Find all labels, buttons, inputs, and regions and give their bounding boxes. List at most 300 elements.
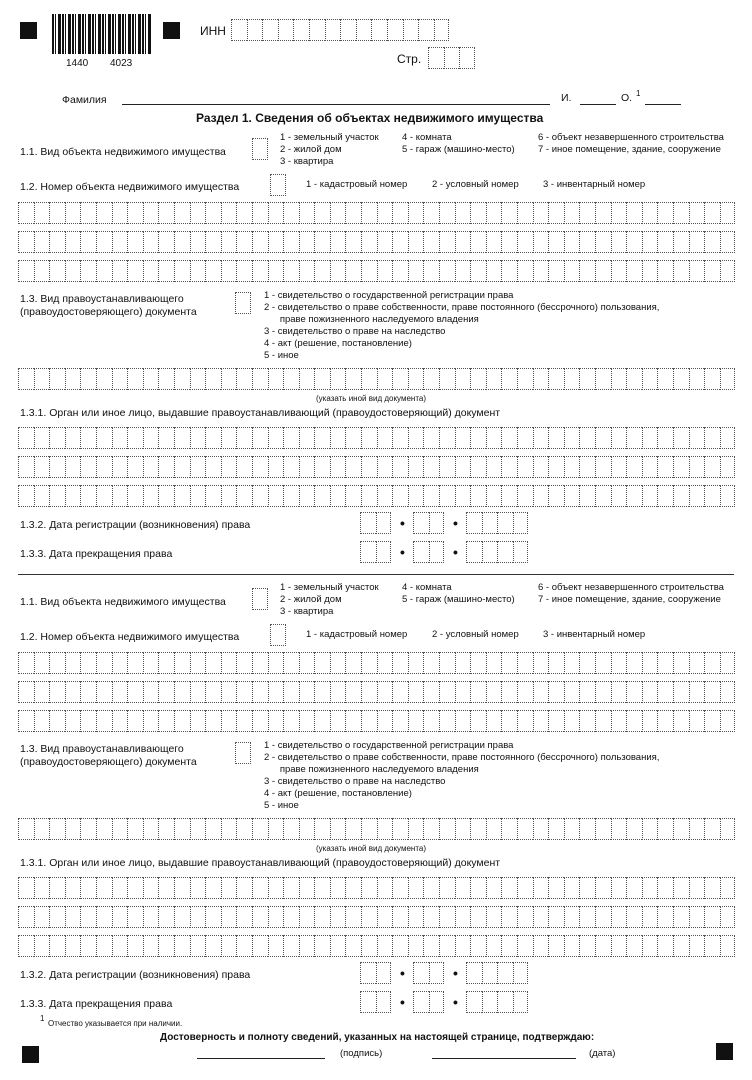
input-cell[interactable]	[657, 427, 673, 449]
input-cell[interactable]	[252, 427, 268, 449]
input-cell[interactable]	[34, 818, 50, 840]
input-cell[interactable]	[642, 935, 658, 957]
input-cell[interactable]	[517, 681, 533, 703]
input-cell[interactable]	[174, 260, 190, 282]
input-cell[interactable]	[283, 935, 299, 957]
input-cell[interactable]	[345, 427, 361, 449]
input-cell[interactable]	[595, 202, 611, 224]
f132-year[interactable]	[466, 962, 528, 984]
input-cell[interactable]	[470, 906, 486, 928]
input-cell[interactable]	[392, 652, 408, 674]
input-cell[interactable]	[205, 681, 221, 703]
input-cell[interactable]	[330, 906, 346, 928]
f13-field[interactable]	[235, 292, 251, 314]
input-cell[interactable]	[96, 202, 112, 224]
input-cell[interactable]	[268, 231, 284, 253]
input-cell[interactable]	[579, 260, 595, 282]
input-cell[interactable]	[268, 818, 284, 840]
input-cell[interactable]	[611, 818, 627, 840]
input-cell[interactable]	[18, 652, 34, 674]
input-cell[interactable]	[190, 202, 206, 224]
input-cell[interactable]	[689, 906, 705, 928]
input-cell[interactable]	[34, 231, 50, 253]
input-cell[interactable]	[345, 260, 361, 282]
input-cell[interactable]	[236, 877, 252, 899]
input-cell[interactable]	[501, 368, 517, 390]
input-cell[interactable]	[345, 877, 361, 899]
input-cell[interactable]	[80, 906, 96, 928]
input-cell[interactable]	[190, 368, 206, 390]
f131-row[interactable]	[18, 935, 735, 957]
input-cell[interactable]	[642, 877, 658, 899]
input-cell[interactable]	[673, 710, 689, 732]
input-cell[interactable]	[486, 935, 502, 957]
input-cell[interactable]	[330, 231, 346, 253]
input-cell[interactable]	[408, 260, 424, 282]
input-cell[interactable]	[642, 652, 658, 674]
input-cell[interactable]	[236, 652, 252, 674]
input-cell[interactable]	[501, 935, 517, 957]
input-cell[interactable]	[361, 202, 377, 224]
input-cell[interactable]	[49, 368, 65, 390]
input-cell[interactable]	[657, 368, 673, 390]
input-cell[interactable]	[112, 427, 128, 449]
input-cell[interactable]	[18, 710, 34, 732]
input-cell[interactable]	[112, 906, 128, 928]
input-cell[interactable]	[283, 681, 299, 703]
input-cell[interactable]	[221, 710, 237, 732]
input-cell[interactable]	[330, 202, 346, 224]
input-cell[interactable]	[408, 368, 424, 390]
input-cell[interactable]	[657, 260, 673, 282]
input-cell[interactable]	[657, 906, 673, 928]
input-cell[interactable]	[642, 427, 658, 449]
input-cell[interactable]	[704, 368, 720, 390]
input-cell[interactable]	[80, 427, 96, 449]
input-cell[interactable]	[361, 231, 377, 253]
input-cell[interactable]	[34, 935, 50, 957]
input-cell[interactable]	[377, 681, 393, 703]
input-cell[interactable]	[377, 652, 393, 674]
date-line[interactable]	[432, 1058, 576, 1059]
input-cell[interactable]	[252, 877, 268, 899]
input-cell[interactable]	[423, 906, 439, 928]
input-cell[interactable]	[65, 202, 81, 224]
input-cell[interactable]	[392, 368, 408, 390]
input-cell[interactable]	[470, 231, 486, 253]
input-cell[interactable]	[221, 906, 237, 928]
input-cell[interactable]	[205, 231, 221, 253]
input-cell[interactable]	[221, 427, 237, 449]
input-cell[interactable]	[65, 935, 81, 957]
input-cell[interactable]	[626, 260, 642, 282]
input-cell[interactable]	[413, 991, 429, 1013]
input-cell[interactable]	[673, 652, 689, 674]
input-cell[interactable]	[49, 231, 65, 253]
input-cell[interactable]	[299, 231, 315, 253]
input-cell[interactable]	[657, 935, 673, 957]
input-cell[interactable]	[283, 368, 299, 390]
input-cell[interactable]	[611, 681, 627, 703]
input-cell[interactable]	[127, 427, 143, 449]
input-cell[interactable]	[579, 710, 595, 732]
input-cell[interactable]	[205, 818, 221, 840]
input-cell[interactable]	[314, 231, 330, 253]
input-cell[interactable]	[96, 935, 112, 957]
input-cell[interactable]	[579, 652, 595, 674]
input-cell[interactable]	[548, 681, 564, 703]
input-cell[interactable]	[299, 877, 315, 899]
input-cell[interactable]	[439, 427, 455, 449]
input-cell[interactable]	[174, 935, 190, 957]
input-cell[interactable]	[642, 231, 658, 253]
input-cell[interactable]	[548, 935, 564, 957]
input-cell[interactable]	[80, 652, 96, 674]
input-cell[interactable]	[439, 652, 455, 674]
input-cell[interactable]	[626, 427, 642, 449]
input-cell[interactable]	[190, 935, 206, 957]
input-cell[interactable]	[548, 818, 564, 840]
input-cell[interactable]	[673, 231, 689, 253]
input-cell[interactable]	[423, 202, 439, 224]
input-cell[interactable]	[65, 877, 81, 899]
input-cell[interactable]	[345, 368, 361, 390]
input-cell[interactable]	[579, 202, 595, 224]
input-cell[interactable]	[377, 935, 393, 957]
input-cell[interactable]	[423, 368, 439, 390]
input-cell[interactable]	[127, 681, 143, 703]
input-cell[interactable]	[158, 710, 174, 732]
input-cell[interactable]	[704, 906, 720, 928]
input-cell[interactable]	[314, 652, 330, 674]
f131-row[interactable]	[18, 427, 735, 449]
input-cell[interactable]	[626, 368, 642, 390]
input-cell[interactable]	[158, 260, 174, 282]
input-cell[interactable]	[174, 231, 190, 253]
input-cell[interactable]	[470, 427, 486, 449]
input-cell[interactable]	[143, 710, 159, 732]
input-cell[interactable]	[439, 818, 455, 840]
input-cell[interactable]	[235, 742, 251, 764]
input-cell[interactable]	[501, 231, 517, 253]
input-cell[interactable]	[143, 427, 159, 449]
input-cell[interactable]	[283, 906, 299, 928]
input-cell[interactable]	[704, 681, 720, 703]
input-cell[interactable]	[377, 877, 393, 899]
input-cell[interactable]	[642, 368, 658, 390]
input-cell[interactable]	[501, 427, 517, 449]
input-cell[interactable]	[704, 818, 720, 840]
input-cell[interactable]	[579, 231, 595, 253]
input-cell[interactable]	[205, 906, 221, 928]
input-cell[interactable]	[221, 368, 237, 390]
input-cell[interactable]	[611, 710, 627, 732]
input-cell[interactable]	[65, 427, 81, 449]
input-cell[interactable]	[18, 202, 34, 224]
input-cell[interactable]	[501, 681, 517, 703]
input-cell[interactable]	[517, 260, 533, 282]
input-cell[interactable]	[455, 202, 471, 224]
input-cell[interactable]	[470, 877, 486, 899]
input-cell[interactable]	[689, 427, 705, 449]
input-cell[interactable]	[236, 368, 252, 390]
input-cell[interactable]	[283, 818, 299, 840]
input-cell[interactable]	[252, 202, 268, 224]
input-cell[interactable]	[704, 260, 720, 282]
input-cell[interactable]	[174, 652, 190, 674]
input-cell[interactable]	[112, 231, 128, 253]
input-cell[interactable]	[689, 935, 705, 957]
input-cell[interactable]	[439, 877, 455, 899]
input-cell[interactable]	[49, 652, 65, 674]
input-cell[interactable]	[517, 202, 533, 224]
input-cell[interactable]	[127, 202, 143, 224]
input-cell[interactable]	[720, 906, 736, 928]
input-cell[interactable]	[127, 710, 143, 732]
input-cell[interactable]	[673, 906, 689, 928]
input-cell[interactable]	[626, 652, 642, 674]
input-cell[interactable]	[595, 710, 611, 732]
f12-number-row[interactable]	[18, 710, 735, 732]
input-cell[interactable]	[174, 427, 190, 449]
input-cell[interactable]	[611, 368, 627, 390]
input-cell[interactable]	[517, 427, 533, 449]
input-cell[interactable]	[423, 710, 439, 732]
input-cell[interactable]	[65, 368, 81, 390]
input-cell[interactable]	[466, 962, 482, 984]
input-cell[interactable]	[34, 710, 50, 732]
input-cell[interactable]	[205, 202, 221, 224]
input-cell[interactable]	[626, 231, 642, 253]
input-cell[interactable]	[34, 260, 50, 282]
input-cell[interactable]	[673, 818, 689, 840]
input-cell[interactable]	[497, 962, 513, 984]
input-cell[interactable]	[423, 818, 439, 840]
input-cell[interactable]	[455, 681, 471, 703]
input-cell[interactable]	[611, 652, 627, 674]
input-cell[interactable]	[158, 935, 174, 957]
input-cell[interactable]	[158, 368, 174, 390]
input-cell[interactable]	[548, 710, 564, 732]
input-cell[interactable]	[236, 935, 252, 957]
input-cell[interactable]	[408, 906, 424, 928]
input-cell[interactable]	[49, 877, 65, 899]
input-cell[interactable]	[423, 935, 439, 957]
input-cell[interactable]	[252, 818, 268, 840]
input-cell[interactable]	[236, 202, 252, 224]
input-cell[interactable]	[283, 652, 299, 674]
input-cell[interactable]	[533, 877, 549, 899]
input-cell[interactable]	[65, 906, 81, 928]
input-cell[interactable]	[283, 231, 299, 253]
input-cell[interactable]	[34, 681, 50, 703]
input-cell[interactable]	[377, 368, 393, 390]
input-cell[interactable]	[501, 818, 517, 840]
input-cell[interactable]	[18, 818, 34, 840]
input-cell[interactable]	[190, 231, 206, 253]
input-cell[interactable]	[720, 368, 736, 390]
input-cell[interactable]	[408, 231, 424, 253]
input-cell[interactable]	[268, 368, 284, 390]
f12-field[interactable]	[270, 624, 286, 646]
input-cell[interactable]	[408, 681, 424, 703]
input-cell[interactable]	[174, 202, 190, 224]
input-cell[interactable]	[236, 681, 252, 703]
input-cell[interactable]	[236, 906, 252, 928]
input-cell[interactable]	[564, 906, 580, 928]
input-cell[interactable]	[270, 624, 286, 646]
input-cell[interactable]	[564, 260, 580, 282]
input-cell[interactable]	[112, 202, 128, 224]
input-cell[interactable]	[221, 818, 237, 840]
input-cell[interactable]	[112, 368, 128, 390]
input-cell[interactable]	[236, 710, 252, 732]
f12-number-row[interactable]	[18, 652, 735, 674]
input-cell[interactable]	[470, 368, 486, 390]
input-cell[interactable]	[143, 681, 159, 703]
input-cell[interactable]	[65, 818, 81, 840]
input-cell[interactable]	[517, 231, 533, 253]
input-cell[interactable]	[517, 906, 533, 928]
input-cell[interactable]	[689, 260, 705, 282]
input-cell[interactable]	[65, 260, 81, 282]
input-cell[interactable]	[720, 260, 736, 282]
input-cell[interactable]	[455, 652, 471, 674]
input-cell[interactable]	[501, 906, 517, 928]
input-cell[interactable]	[689, 818, 705, 840]
input-cell[interactable]	[579, 906, 595, 928]
input-cell[interactable]	[564, 202, 580, 224]
input-cell[interactable]	[439, 681, 455, 703]
input-cell[interactable]	[221, 681, 237, 703]
input-cell[interactable]	[96, 906, 112, 928]
input-cell[interactable]	[314, 681, 330, 703]
input-cell[interactable]	[517, 368, 533, 390]
input-cell[interactable]	[423, 681, 439, 703]
input-cell[interactable]	[299, 681, 315, 703]
input-cell[interactable]	[299, 906, 315, 928]
input-cell[interactable]	[579, 681, 595, 703]
input-cell[interactable]	[18, 935, 34, 957]
input-cell[interactable]	[330, 710, 346, 732]
input-cell[interactable]	[96, 877, 112, 899]
input-cell[interactable]	[548, 260, 564, 282]
input-cell[interactable]	[236, 427, 252, 449]
input-cell[interactable]	[205, 260, 221, 282]
input-cell[interactable]	[143, 906, 159, 928]
input-cell[interactable]	[595, 935, 611, 957]
input-cell[interactable]	[392, 202, 408, 224]
input-cell[interactable]	[345, 818, 361, 840]
input-cell[interactable]	[345, 202, 361, 224]
input-cell[interactable]	[626, 906, 642, 928]
input-cell[interactable]	[455, 368, 471, 390]
input-cell[interactable]	[127, 652, 143, 674]
input-cell[interactable]	[252, 138, 268, 160]
input-cell[interactable]	[497, 991, 513, 1013]
input-cell[interactable]	[360, 962, 376, 984]
input-cell[interactable]	[517, 710, 533, 732]
input-cell[interactable]	[429, 962, 445, 984]
input-cell[interactable]	[377, 906, 393, 928]
input-cell[interactable]	[533, 935, 549, 957]
input-cell[interactable]	[205, 368, 221, 390]
input-cell[interactable]	[611, 877, 627, 899]
input-cell[interactable]	[657, 818, 673, 840]
input-cell[interactable]	[252, 906, 268, 928]
input-cell[interactable]	[221, 260, 237, 282]
input-cell[interactable]	[112, 877, 128, 899]
input-cell[interactable]	[330, 652, 346, 674]
input-cell[interactable]	[455, 427, 471, 449]
input-cell[interactable]	[252, 588, 268, 610]
input-cell[interactable]	[720, 427, 736, 449]
input-cell[interactable]	[533, 818, 549, 840]
input-cell[interactable]	[143, 368, 159, 390]
input-cell[interactable]	[626, 202, 642, 224]
input-cell[interactable]	[486, 877, 502, 899]
input-cell[interactable]	[80, 231, 96, 253]
input-cell[interactable]	[190, 877, 206, 899]
input-cell[interactable]	[470, 260, 486, 282]
input-cell[interactable]	[392, 818, 408, 840]
input-cell[interactable]	[486, 260, 502, 282]
input-cell[interactable]	[314, 202, 330, 224]
input-cell[interactable]	[174, 710, 190, 732]
input-cell[interactable]	[345, 231, 361, 253]
input-cell[interactable]	[642, 818, 658, 840]
input-cell[interactable]	[470, 710, 486, 732]
input-cell[interactable]	[112, 818, 128, 840]
input-cell[interactable]	[548, 877, 564, 899]
input-cell[interactable]	[252, 260, 268, 282]
input-cell[interactable]	[533, 652, 549, 674]
input-cell[interactable]	[439, 710, 455, 732]
input-cell[interactable]	[18, 427, 34, 449]
input-cell[interactable]	[80, 818, 96, 840]
input-cell[interactable]	[127, 877, 143, 899]
input-cell[interactable]	[533, 427, 549, 449]
input-cell[interactable]	[392, 935, 408, 957]
input-cell[interactable]	[548, 231, 564, 253]
input-cell[interactable]	[455, 260, 471, 282]
input-cell[interactable]	[190, 710, 206, 732]
input-cell[interactable]	[720, 818, 736, 840]
input-cell[interactable]	[96, 710, 112, 732]
input-cell[interactable]	[611, 906, 627, 928]
input-cell[interactable]	[80, 202, 96, 224]
f11-field[interactable]	[252, 588, 268, 610]
input-cell[interactable]	[377, 427, 393, 449]
input-cell[interactable]	[112, 260, 128, 282]
input-cell[interactable]	[361, 368, 377, 390]
input-cell[interactable]	[360, 991, 376, 1013]
input-cell[interactable]	[235, 292, 251, 314]
input-cell[interactable]	[299, 427, 315, 449]
input-cell[interactable]	[626, 877, 642, 899]
input-cell[interactable]	[704, 427, 720, 449]
input-cell[interactable]	[673, 935, 689, 957]
input-cell[interactable]	[439, 368, 455, 390]
input-cell[interactable]	[482, 991, 498, 1013]
signature-line[interactable]	[197, 1058, 325, 1059]
input-cell[interactable]	[423, 427, 439, 449]
input-cell[interactable]	[361, 877, 377, 899]
input-cell[interactable]	[517, 877, 533, 899]
input-cell[interactable]	[501, 710, 517, 732]
f131-row[interactable]	[18, 906, 735, 928]
input-cell[interactable]	[470, 935, 486, 957]
